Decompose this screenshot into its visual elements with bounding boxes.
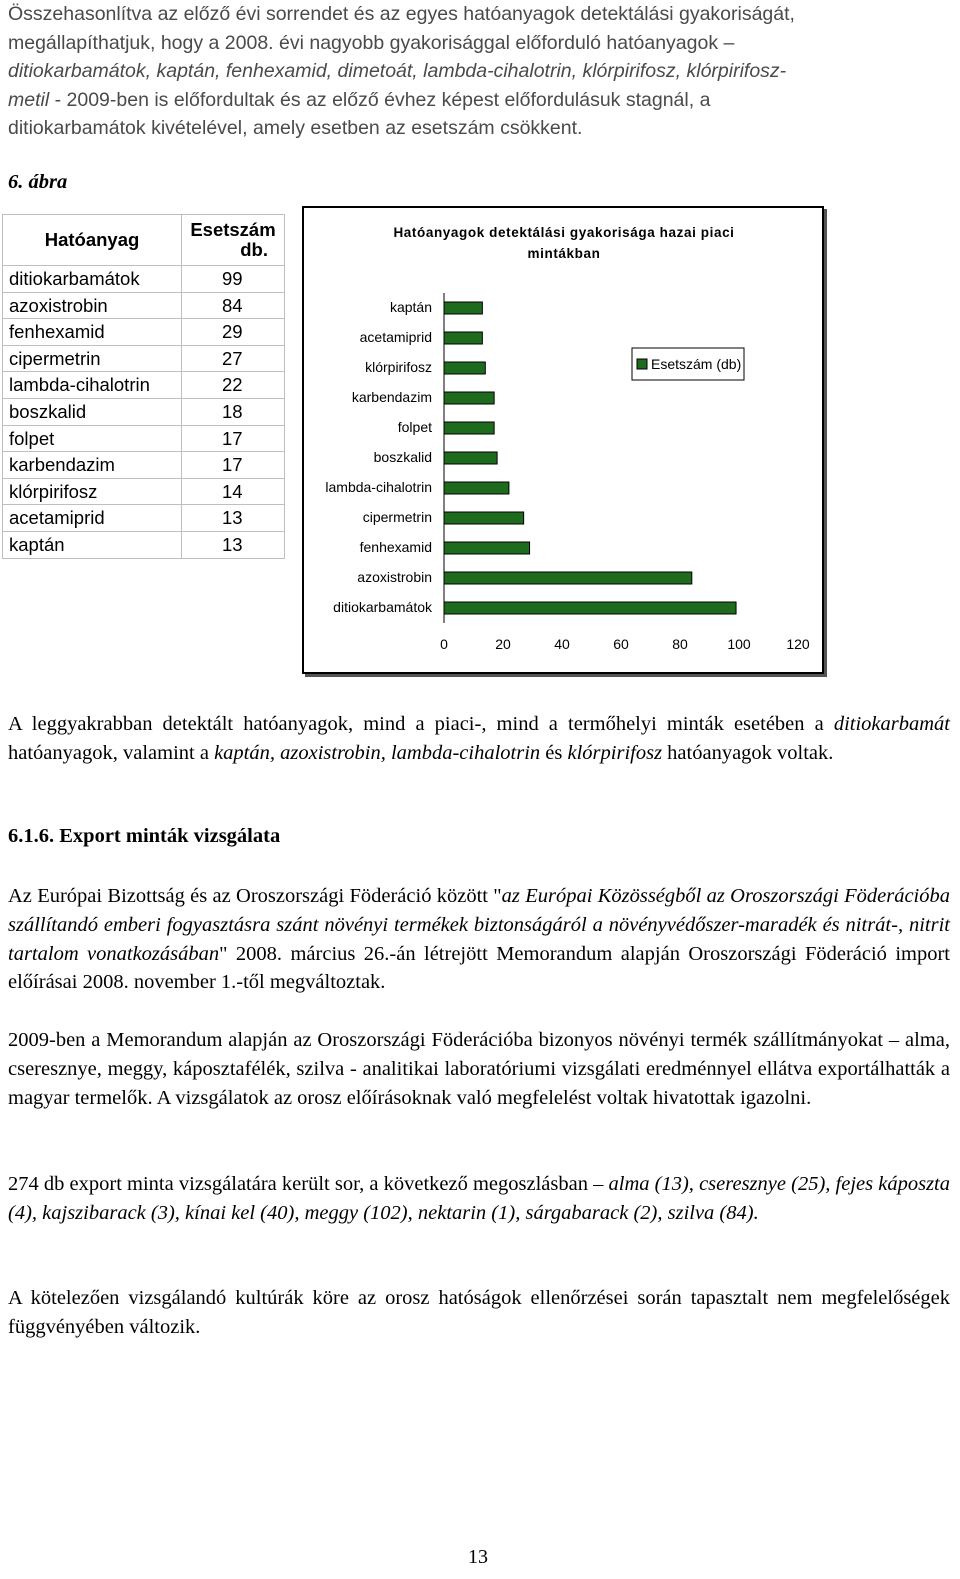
bar — [444, 332, 482, 344]
para2-s3: " 2008. március 26.-án létrejött Memorandum alapján Oroszországi Föderáció import előírásai 2008. november 1.-től megváltoztak. — [8, 942, 950, 994]
table-cell-name: ditiokarbamátok — [3, 266, 182, 293]
table-cell-name: karbendazim — [3, 452, 182, 479]
table-cell-name: kaptán — [3, 531, 182, 558]
bar — [444, 542, 530, 554]
bar — [444, 362, 485, 374]
table-cell-count: 84 — [182, 292, 285, 319]
bar — [444, 572, 692, 584]
bar — [444, 602, 736, 614]
bar-chart — [302, 206, 824, 674]
table-row — [3, 452, 285, 479]
table-cell-count: 99 — [182, 266, 285, 293]
table-cell-count: 13 — [182, 505, 285, 532]
intro-line-4 — [8, 86, 954, 115]
intro-line-3-text: ditiokarbamátok, kaptán, fenhexamid, dimetoát, lambda-cihalotrin, klórpirifosz, klórpirifosz- — [8, 60, 787, 83]
paragraph-2 — [8, 882, 950, 997]
table-row — [3, 398, 285, 425]
category-label: azoxistrobin — [357, 569, 432, 585]
bar — [444, 452, 497, 464]
paragraph-1 — [8, 710, 950, 768]
legend-label: Esetszám (db) — [651, 356, 742, 372]
table-row — [3, 531, 285, 558]
para1-s6: klórpirifosz — [567, 741, 663, 764]
table-cell-count: 13 — [182, 531, 285, 558]
intro-paragraph — [8, 0, 954, 143]
x-tick-label: 100 — [727, 636, 751, 652]
chart-legend — [632, 348, 744, 380]
table-cell-name: folpet — [3, 425, 182, 452]
table-row — [3, 292, 285, 319]
table-cell-count: 22 — [182, 372, 285, 399]
figure-label: 6. ábra — [8, 171, 68, 193]
intro-line-1: Összehasonlítva az előző évi sorrendet és az egyes hatóanyagok detektálási gyakoriságát, — [8, 3, 795, 25]
bar — [444, 422, 494, 434]
category-label: klórpirifosz — [365, 359, 432, 375]
table-cell-count: 27 — [182, 345, 285, 372]
bar — [444, 392, 494, 404]
intro-line-4-italic: metil — [8, 88, 50, 111]
para2-s2: az Európai Közösségből az Oroszországi Föderációba szállítandó emberi fogyasztásra szánt növényi termékek biztonságáról a növényvédőszer-maradék és nitrát-, nitrit tartalom vonatkozásában — [8, 885, 950, 965]
page-number: 13 — [468, 1546, 488, 1568]
plot-area — [325, 293, 810, 652]
header-hatoanyag: Hatóanyag — [3, 215, 182, 266]
table-row — [3, 425, 285, 452]
table-row — [3, 345, 285, 372]
chart-svg — [304, 208, 822, 672]
bar — [444, 302, 482, 314]
section-heading: 6.1.6. Export minták vizsgálata — [8, 825, 281, 847]
para1-s7: hatóanyagok voltak. — [662, 741, 834, 764]
para2-s1: Az Európai Bizottság és az Oroszországi Föderáció között " — [8, 885, 502, 907]
x-tick-label: 120 — [786, 636, 810, 652]
intro-line-3 — [8, 57, 954, 86]
paragraph-4 — [8, 1170, 950, 1228]
x-tick-label: 80 — [672, 636, 688, 652]
intro-line-5: ditiokarbamátok kivételével, amely esetben az esetszám csökkent. — [8, 117, 583, 140]
category-label: folpet — [397, 419, 432, 435]
category-label: karbendazim — [351, 389, 432, 405]
para4-s1: 274 db export minta vizsgálatára került sor, a következő megoszlásban – — [8, 1173, 609, 1195]
table-cell-name: acetamiprid — [3, 505, 182, 532]
legend-swatch — [637, 359, 647, 369]
table-cell-count: 17 — [182, 452, 285, 479]
x-tick-label: 60 — [613, 636, 629, 652]
paragraph-5: A kötelezően vizsgálandó kultúrák köre az orosz hatóságok ellenőrzései során tapasztalt nem megfelelőségek függvényében változik. — [8, 1287, 950, 1338]
bar — [444, 482, 509, 494]
header-esetszam-line2: db. — [240, 239, 268, 260]
table-body — [3, 266, 285, 559]
para1-s2: ditiokarbamát — [833, 713, 951, 735]
table-cell-name: fenhexamid — [3, 319, 182, 346]
table-header-row — [3, 215, 285, 266]
category-label: cipermetrin — [362, 509, 432, 525]
header-esetszam-line1: Esetszám — [190, 219, 276, 240]
x-tick-label: 20 — [495, 636, 511, 652]
header-esetszam — [182, 215, 285, 266]
para1-s4: kaptán, azoxistrobin, lambda-cihalotrin — [214, 741, 541, 764]
category-label: lambda-cihalotrin — [325, 479, 432, 495]
table-cell-name: boszkalid — [3, 398, 182, 425]
table-cell-name: klórpirifosz — [3, 478, 182, 505]
table-cell-count: 18 — [182, 398, 285, 425]
x-tick-label: 0 — [440, 636, 448, 652]
x-tick-label: 40 — [554, 636, 570, 652]
intro-line-4-text: - 2009-ben is előfordultak és az előző évhez képest előfordulásuk stagnál, a — [49, 88, 711, 111]
table-cell-name: cipermetrin — [3, 345, 182, 372]
table-row — [3, 319, 285, 346]
paragraph-3: 2009-ben a Memorandum alapján az Oroszországi Föderációba bizonyos növényi termék szállítmányokat – alma, cseresznye, meggy, káposztafélék, szilva - analitikai laboratóriumi vizsgálati eredménnyel ellátva exportálhatták a magyar termelők. A vizsgálatok az orosz előírásoknak való megfelelést voltak hivatottak igazolni. — [8, 1029, 950, 1109]
intro-line-2: megállapíthatjuk, hogy a 2008. évi nagyobb gyakorisággal előforduló hatóanyagok – — [8, 31, 735, 54]
table-cell-count: 29 — [182, 319, 285, 346]
table-cell-name: azoxistrobin — [3, 292, 182, 319]
para1-s5: és — [540, 741, 563, 764]
table-row — [3, 266, 285, 293]
para1-s1: A leggyakrabban detektált hatóanyagok, mind a piaci-, mind a termőhelyi minták esetében a — [8, 713, 824, 735]
bar — [444, 512, 524, 524]
table-row — [3, 478, 285, 505]
category-label: fenhexamid — [359, 539, 432, 555]
table-cell-name: lambda-cihalotrin — [3, 372, 182, 399]
category-label: ditiokarbamátok — [333, 599, 432, 615]
table-cell-count: 14 — [182, 478, 285, 505]
category-label: acetamiprid — [359, 329, 432, 345]
category-label: boszkalid — [373, 449, 432, 465]
category-label: kaptán — [389, 299, 432, 315]
data-table — [2, 214, 285, 559]
para1-s3: hatóanyagok, valamint a — [8, 741, 215, 764]
table-row — [3, 372, 285, 399]
para4-s2: alma (13), cseresznye (25), fejes káposzta (4), kajszibarack (3), kínai kel (40), meggy (102), nektarin (1), sárgabarack (2), szilva (84). — [8, 1173, 950, 1224]
chart-title-line2: mintákban — [527, 246, 601, 261]
table-cell-count: 17 — [182, 425, 285, 452]
table-row — [3, 505, 285, 532]
chart-title-line1: Hatóanyagok detektálási gyakorisága hazai piaci — [393, 225, 735, 240]
